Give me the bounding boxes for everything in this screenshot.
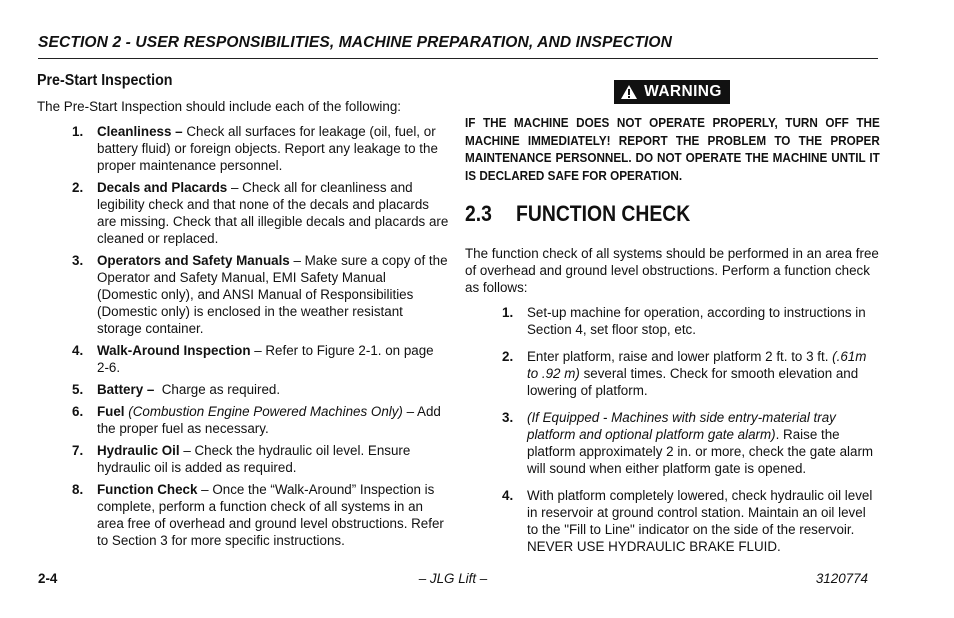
header-rule <box>38 58 878 59</box>
item-number: 7. <box>72 443 84 458</box>
warning-triangle-icon <box>620 84 638 100</box>
list-item <box>37 442 449 476</box>
step-text: With platform completely lowered, check hydraulic oil level in reservoir at ground control station. Maintain an oil level to the "Fill to Line" indicator on the side of the reservoir. NEVER USE HYDRAULIC BRAKE FLUID. <box>527 488 873 554</box>
step-text: Set-up machine for operation, according to instructions in Section 4, set floor stop, etc. <box>527 305 866 337</box>
step-number: 2. <box>502 349 514 364</box>
item-text: – Make sure a copy of the Operator and Safety Manual, EMI Safety Manual (Domestic only), and ANSI Manual of Responsibilities (Domestic only) is enclosed in the weather resistant storage container. <box>97 253 448 336</box>
item-text: – Check the hydraulic oil level. Ensure hydraulic oil is added as required. <box>97 443 411 475</box>
list-item <box>465 304 879 338</box>
step-text: . Raise the platform approximately 2 in. or more, check the gate alarm will sound when either platform gate is opened. <box>527 427 874 476</box>
warning-text: IF THE MACHINE DOES NOT OPERATE PROPERLY, TURN OFF THE MACHINE IMMEDIATELY! REPORT THE PROBLEM TO THE PROPER MAINTENANCE PERSONNEL. DO NOT OPERATE THE MACHINE UNTIL IT IS DECLARED SAFE FOR OPERATION. <box>465 116 880 183</box>
list-item <box>37 342 449 376</box>
item-number: 1. <box>72 124 84 139</box>
item-term: Walk-Around Inspection <box>97 343 251 358</box>
function-check-intro: The function check of all systems should be performed in an area free of overhead and ground level obstructions. Perform a function check as follows: <box>465 246 879 295</box>
item-text: Check all surfaces for leakage (oil, fuel, or battery fluid) or foreign objects. Report any leakage to the proper maintenance personnel. <box>97 124 438 173</box>
item-italic: (Combustion Engine Powered Machines Only) <box>124 404 403 419</box>
item-term: Cleanliness – <box>97 124 183 139</box>
list-item <box>37 252 449 337</box>
item-number: 8. <box>72 482 84 497</box>
section-number: 2.3 <box>465 201 492 226</box>
section-header: SECTION 2 - USER RESPONSIBILITIES, MACHINE PREPARATION, AND INSPECTION <box>38 34 672 51</box>
pre-start-intro: The Pre-Start Inspection should include each of the following: <box>37 99 401 114</box>
item-text: – Add the proper fuel as necessary. <box>97 404 441 436</box>
list-item <box>465 348 879 399</box>
item-number: 5. <box>72 382 84 397</box>
item-term: Hydraulic Oil <box>97 443 180 458</box>
page-number: 2-4 <box>38 571 58 586</box>
item-term: Decals and Placards <box>97 180 228 195</box>
item-text: Charge as required. <box>154 382 281 397</box>
step-number: 3. <box>502 410 514 425</box>
step-text: several times. Check for smooth elevation and lowering of platform. <box>527 366 859 398</box>
pre-start-list <box>37 123 449 549</box>
list-item <box>465 409 879 477</box>
step-number: 1. <box>502 305 514 320</box>
warning-badge-wrap <box>465 80 879 105</box>
item-text: – Refer to Figure 2-1. on page 2-6. <box>97 343 434 375</box>
warning-badge <box>614 80 730 104</box>
item-text: – Once the “Walk-Around” Inspection is complete, perform a function check of all systems in an area free of overhead and ground level obstructions. Refer to Section 3 for more specific instructions. <box>97 482 444 548</box>
item-term: Fuel <box>97 404 125 419</box>
item-number: 2. <box>72 180 84 195</box>
section-title <box>465 201 829 227</box>
warning-label: WARNING <box>644 83 722 100</box>
right-column <box>465 80 879 565</box>
item-number: 3. <box>72 253 84 268</box>
item-term: Function Check <box>97 482 198 497</box>
item-term: Operators and Safety Manuals <box>97 253 290 268</box>
left-column <box>37 72 449 554</box>
item-text: – Check all for cleanliness and legibility check and that none of the decals and placards are missing. Check that all illegible decals and placards are cleaned or replaced. <box>97 180 449 246</box>
list-item <box>37 481 449 549</box>
step-italic: (If Equipped - Machines with side entry-material tray platform and optional platform gate alarm) <box>527 410 836 442</box>
list-item <box>37 381 449 398</box>
list-item <box>465 487 879 555</box>
step-italic: (.61m to .92 m) <box>527 349 867 381</box>
footer-center: – JLG Lift – <box>418 571 488 586</box>
step-number: 4. <box>502 488 514 503</box>
list-item <box>37 123 449 174</box>
item-number: 6. <box>72 404 84 419</box>
list-item <box>37 179 449 247</box>
section-name: FUNCTION CHECK <box>516 201 691 226</box>
doc-number: 3120774 <box>815 571 868 586</box>
item-term: Battery – <box>97 382 155 397</box>
item-number: 4. <box>72 343 84 358</box>
step-text: Enter platform, raise and lower platform 2 ft. to 3 ft. <box>527 349 833 364</box>
list-item <box>37 403 449 437</box>
pre-start-heading: Pre-Start Inspection <box>37 72 173 89</box>
function-check-list <box>465 304 879 555</box>
